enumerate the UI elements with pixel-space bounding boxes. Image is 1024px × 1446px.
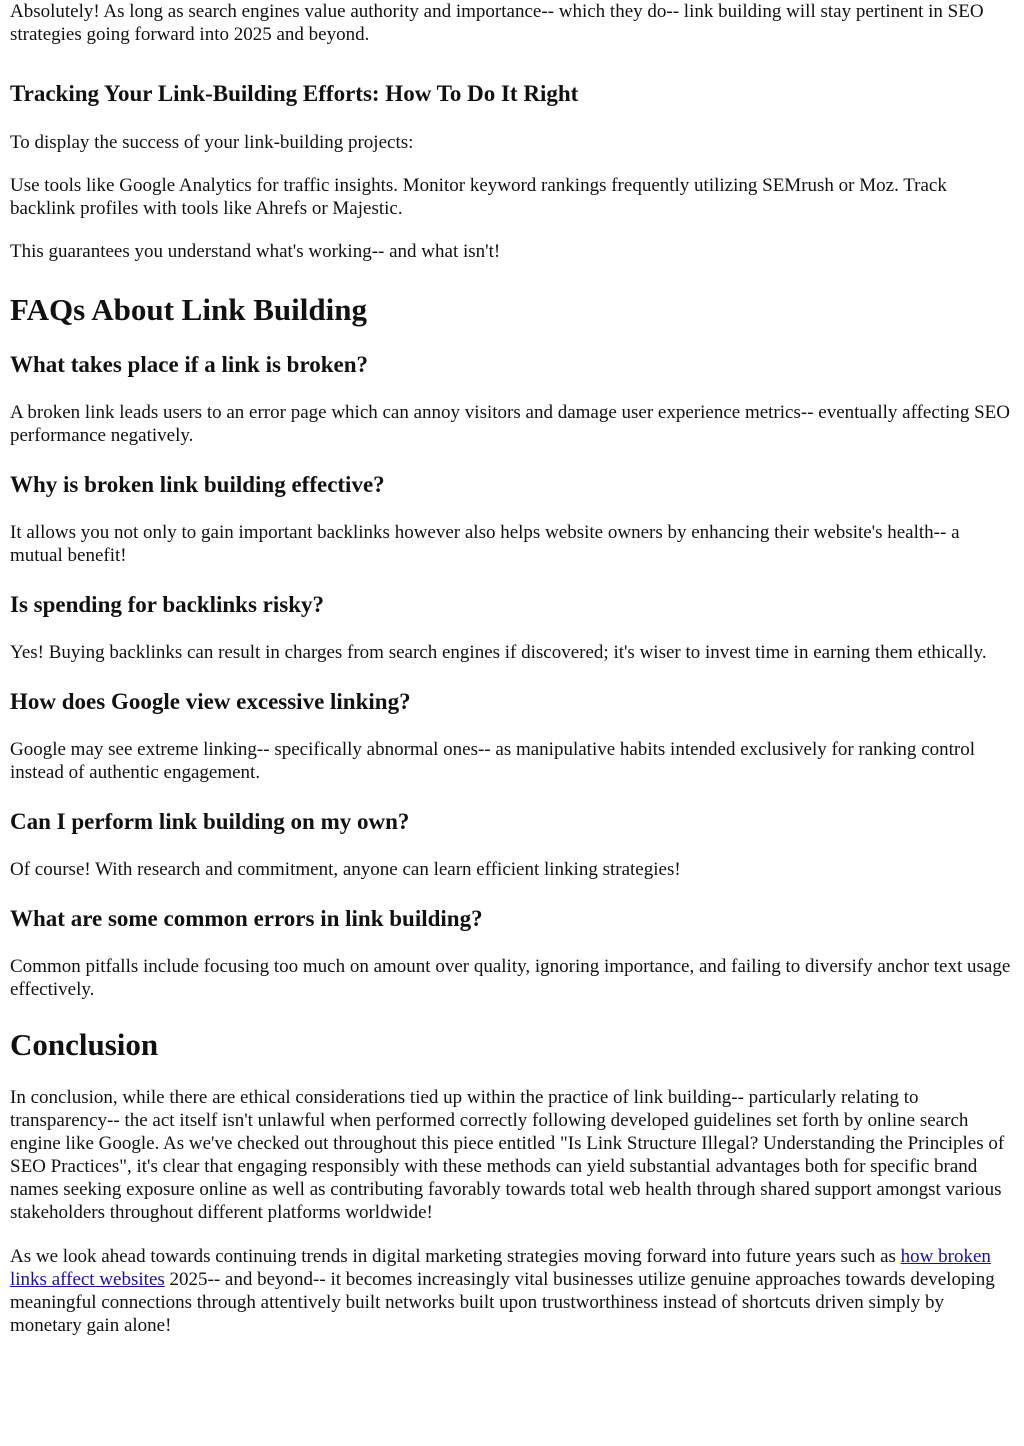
- conclusion-paragraph-2: [10, 1245, 1014, 1337]
- faq-question: What takes place if a link is broken?: [10, 352, 369, 377]
- faq-answer: Yes! Buying backlinks can result in charges from search engines if discovered; it's wiser to invest time in earning them ethically.: [10, 642, 987, 663]
- intro-paragraph: Absolutely! As long as search engines value authority and importance-- which they do-- link building will stay pertinent in SEO strategies going forward into 2025 and beyond.: [10, 1, 984, 45]
- faq-question: Can I perform link building on my own?: [10, 809, 410, 834]
- faq-answer: Common pitfalls include focusing too much on amount over quality, ignoring importance, and failing to diversify anchor text usage effectively.: [10, 956, 1011, 1000]
- conclusion-text-after-link: 2025-- and beyond-- it becomes increasingly vital businesses utilize genuine approaches towards developing meaningful connections through attentively built networks built upon trustworthiness instead of shortcuts driven simply by monetary gain alone!: [10, 1269, 995, 1336]
- faqs-heading: FAQs About Link Building: [10, 292, 367, 327]
- faq-question: Why is broken link building effective?: [10, 472, 385, 497]
- tracking-heading: Tracking Your Link-Building Efforts: How To Do It Right: [10, 81, 579, 106]
- conclusion-paragraph-1: In conclusion, while there are ethical considerations tied up within the practice of link building-- particularly relating to transparency-- the act itself isn't unlawful when performed correctly following developed guidelines set forth by online search engine like Google. As we've checked out throughout this piece entitled "Is Link Structure Illegal? Understanding the Principles of SEO Practices", it's clear that engaging responsibly with these methods can yield substantial advantages both for specific brand names seeking exposure online as well as contributing favorably towards total web health through shared support amongst various stakeholders throughout different platforms worldwide!: [10, 1087, 1005, 1223]
- tracking-paragraph-3: This guarantees you understand what's working-- and what isn't!: [10, 241, 501, 262]
- faq-question: How does Google view excessive linking?: [10, 689, 411, 714]
- faq-question: What are some common errors in link building?: [10, 906, 483, 931]
- broken-links-article-link[interactable]: how broken links affect websites: [10, 1246, 991, 1290]
- conclusion-text-before-link: As we look ahead towards continuing trends in digital marketing strategies moving forward into future years such as: [10, 1246, 901, 1267]
- faq-answer: A broken link leads users to an error page which can annoy visitors and damage user experience metrics-- eventually affecting SEO performance negatively.: [10, 402, 1010, 446]
- conclusion-heading: Conclusion: [10, 1027, 159, 1062]
- tracking-paragraph-2: Use tools like Google Analytics for traffic insights. Monitor keyword rankings frequently utilizing SEMrush or Moz. Track backlink profiles with tools like Ahrefs or Majestic.: [10, 175, 947, 219]
- faq-question: Is spending for backlinks risky?: [10, 592, 325, 617]
- faq-answer: Of course! With research and commitment, anyone can learn efficient linking strategies!: [10, 859, 681, 880]
- tracking-paragraph-1: To display the success of your link-building projects:: [10, 132, 414, 153]
- faq-answer: Google may see extreme linking-- specifically abnormal ones-- as manipulative habits intended exclusively for ranking control instead of authentic engagement.: [10, 739, 976, 783]
- faq-answer: It allows you not only to gain important backlinks however also helps website owners by enhancing their website's health-- a mutual benefit!: [10, 522, 960, 566]
